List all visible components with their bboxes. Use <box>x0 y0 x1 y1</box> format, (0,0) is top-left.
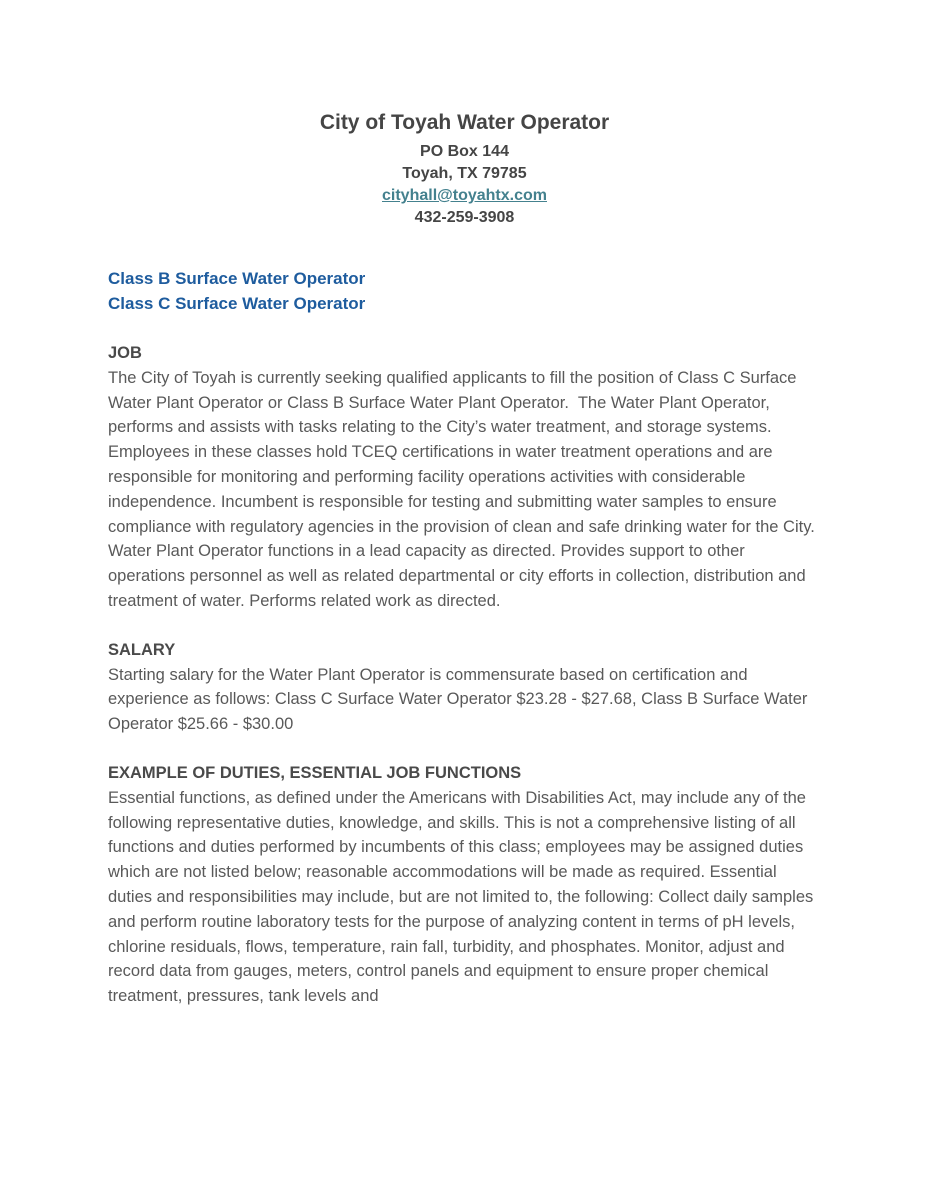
position-titles <box>108 266 821 316</box>
section-heading-salary: SALARY <box>108 640 176 659</box>
address-line-1: PO Box 144 <box>420 143 509 160</box>
address-line-2: Toyah, TX 79785 <box>402 165 527 182</box>
section-body-job: The City of Toyah is currently seeking qualified applicants to fill the position of Class C Surface Water Plant Operator or Class B Surface Water Plant Operator. The Water Plant Operator, performs and assists with tasks relating to the City’s water treatment, and storage systems. Employees in these classes hold TCEQ certifications in water treatment operations and are responsible for monitoring and performing facility operations activities with considerable independence. Incumbent is responsible for testing and submitting water samples to ensure compliance with regulatory agencies in the provision of clean and safe drinking water for the City. Water Plant Operator functions in a lead capacity as directed. Provides support to other operations personnel as well as related departmental or city efforts in collection, distribution and treatment of water. Performs related work as directed. <box>108 368 820 610</box>
section-heading-duties: EXAMPLE OF DUTIES, ESSENTIAL JOB FUNCTIONS <box>108 763 522 782</box>
section-body-salary: Starting salary for the Water Plant Operator is commensurate based on certification and experience as follows: Class C Surface Water Operator $23.28 - $27.68, Class B Surface Water Operator $25.66 - $30.00 <box>108 665 813 734</box>
section-duties <box>108 761 821 1009</box>
phone-number: 432-259-3908 <box>414 209 515 226</box>
position-title-class-b: Class B Surface Water Operator <box>108 269 366 288</box>
section-job <box>108 341 821 614</box>
document-header <box>108 110 821 229</box>
page-title: City of Toyah Water Operator <box>319 111 610 134</box>
position-title-class-c: Class C Surface Water Operator <box>108 294 366 313</box>
section-heading-job: JOB <box>108 344 142 362</box>
section-salary <box>108 638 821 737</box>
email-link[interactable]: cityhall@toyahtx.com <box>382 187 547 204</box>
section-body-duties: Essential functions, as defined under the Americans with Disabilities Act, may include any of the following representative duties, knowledge, and skills. This is not a comprehensive listing of all functions and duties performed by incumbents of this class; employees may be assigned duties which are not listed below; reasonable accommodations will be made as required. Essential duties and responsibilities may include, but are not limited to, the following: Collect daily samples and perform routine laboratory tests for the purpose of analyzing content in terms of pH levels, chlorine residuals, flows, temperature, rain fall, turbidity, and phosphates. Monitor, adjust and record data from gauges, meters, control panels and equipment to ensure proper chemical treatment, pressures, tank levels and <box>108 788 818 1006</box>
email-row <box>108 185 821 207</box>
